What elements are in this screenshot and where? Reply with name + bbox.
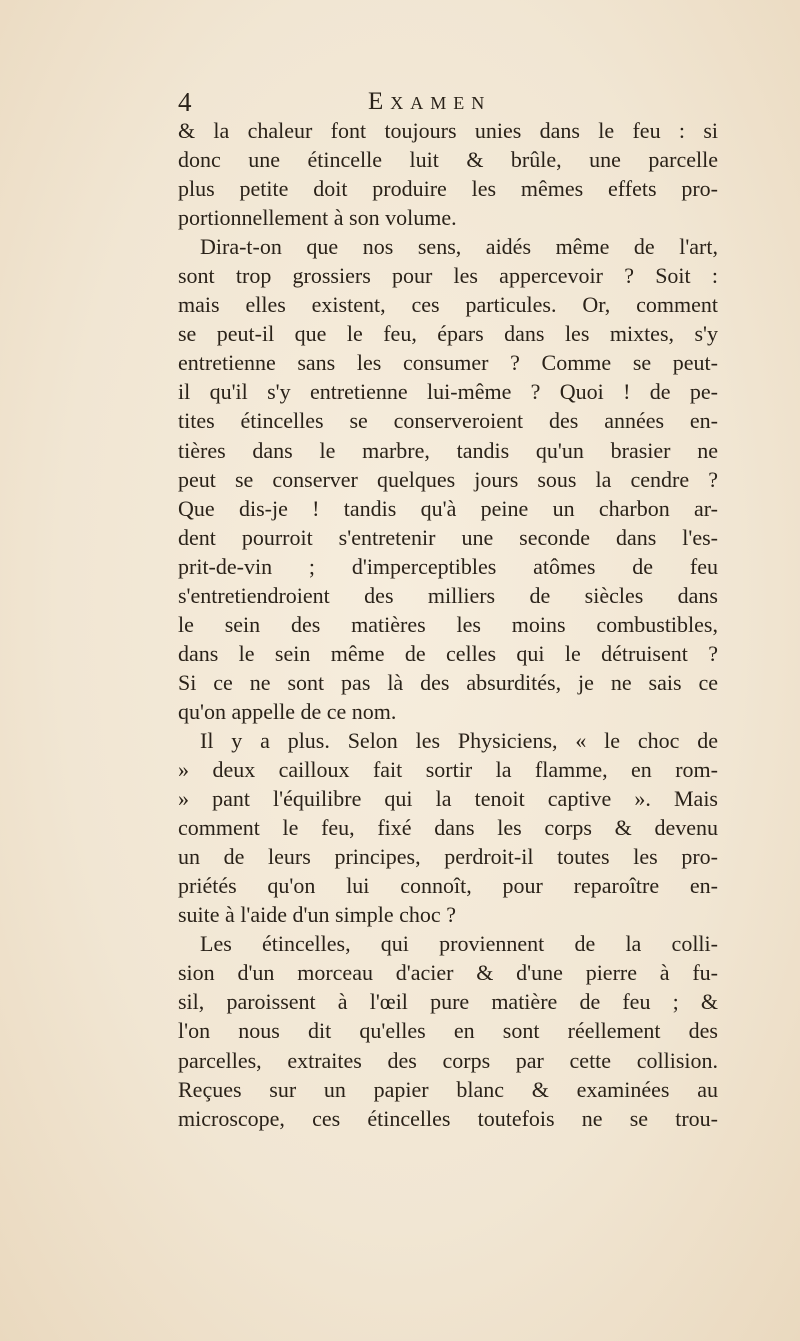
text-line: & la chaleur font toujours unies dans le feu : si [178,118,718,143]
text-line: Dira-t-on que nos sens, aidés même de l'art, [200,234,718,260]
page-header [178,85,718,119]
text-line: Les étincelles, qui proviennent de la colli- [200,931,718,957]
text-line: peut se conserver quelques jours sous la cendre ? [178,466,718,492]
text-line: dent pourroit s'entretenir une seconde dans l'es- [178,524,718,550]
text-line: sont trop grossiers pour les appercevoir ? Soit : [178,263,718,289]
text-line: sil, paroissent à l'œil pure matière de feu ; & [178,989,718,1015]
text-line: Si ce ne sont pas là des absurdités, je ne sais ce [178,669,718,695]
text-line: entretienne sans les consumer ? Comme se peut- [178,350,718,376]
text-line: » deux cailloux fait sortir la flamme, en rom- [178,757,718,783]
text-line: le sein des matières les moins combustibles, [178,611,718,637]
text-line: priétés qu'on lui connoît, pour reparoître en- [178,873,718,899]
text-line: donc une étincelle luit & brûle, une parcelle [178,147,718,173]
text-line: » pant l'équilibre qui la tenoit captive ». Mais [178,786,718,812]
text-line: plus petite doit produire les mêmes effets pro- [178,176,718,202]
page-number: 4 [178,87,192,117]
text-line: Reçues sur un papier blanc & examinées au [178,1076,718,1102]
text-line: tières dans le marbre, tandis qu'un brasier ne [178,437,718,463]
text-line: dans le sein même de celles qui le détruisent ? [178,640,718,666]
text-line: prit-de-vin ; d'imperceptibles atômes de feu [178,553,718,579]
text-line: s'entretiendroient des milliers de siècles dans [178,582,718,608]
text-line: mais elles existent, ces particules. Or, comment [178,292,718,318]
text-line: sion d'un morceau d'acier & d'une pierre à fu- [178,960,718,986]
text-line: Il y a plus. Selon les Physiciens, « le choc de [200,727,718,753]
text-line: suite à l'aide d'un simple choc ? [178,902,456,928]
body-text [178,116,718,1133]
text-line: se peut-il que le feu, épars dans les mixtes, s'y [178,321,718,347]
running-head: Examen [368,88,492,115]
text-line: portionnellement à son volume. [178,205,457,231]
text-line: comment le feu, fixé dans les corps & devenu [178,815,718,841]
text-line: il qu'il s'y entretienne lui-même ? Quoi ! de pe- [178,379,718,405]
text-line: l'on nous dit qu'elles en sont réellement des [178,1018,718,1044]
text-line: Que dis-je ! tandis qu'à peine un charbon ar- [178,495,718,521]
text-line: qu'on appelle de ce nom. [178,698,397,724]
text-line: tites étincelles se conserveroient des années en- [178,408,718,434]
text-line: parcelles, extraites des corps par cette collision. [178,1047,718,1073]
text-line: un de leurs principes, perdroit-il toutes les pro- [178,844,718,870]
text-line: microscope, ces étincelles toutefois ne se trou- [178,1105,718,1131]
